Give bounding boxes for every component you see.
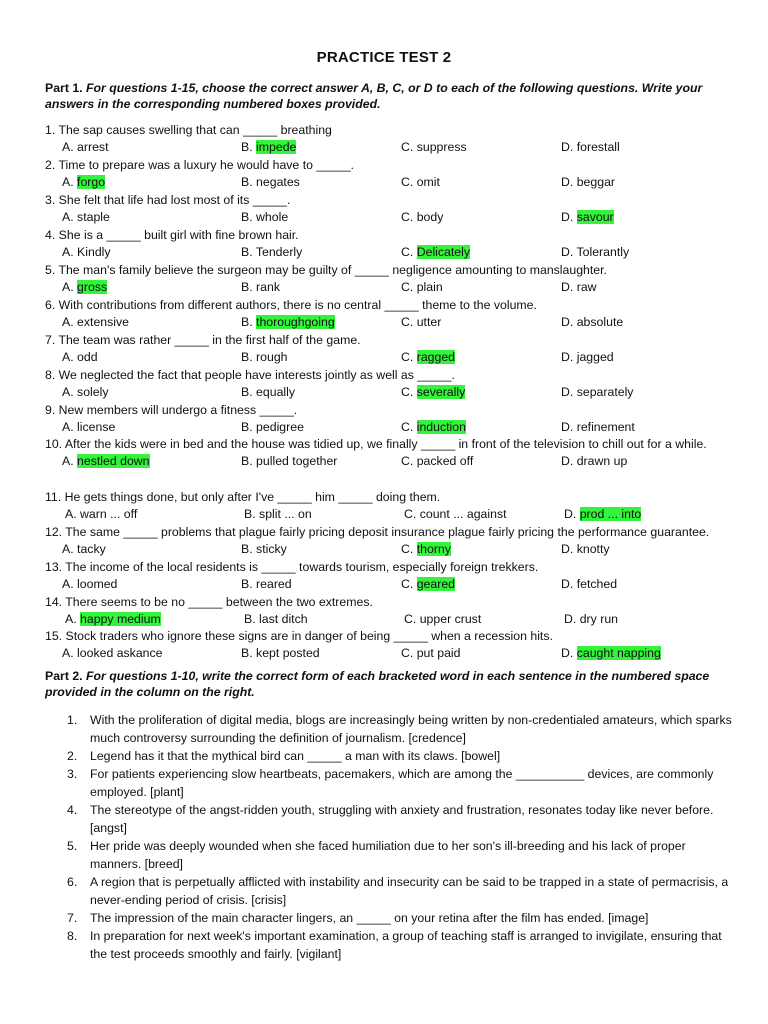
answer-options bbox=[45, 541, 735, 558]
highlighted-answer: nestled down bbox=[77, 454, 150, 468]
item-text: The impression of the main character lingers, an _____ on your retina after the film has ended. [image] bbox=[90, 911, 649, 925]
answer-options bbox=[45, 419, 735, 436]
option-b bbox=[241, 645, 320, 662]
question-stem: 4. She is a _____ built girl with fine brown hair. bbox=[45, 228, 299, 242]
option-text: fetched bbox=[576, 577, 618, 591]
option-text: loomed bbox=[77, 577, 118, 591]
option-b bbox=[241, 349, 288, 366]
option-c bbox=[401, 541, 451, 558]
option-letter: D. bbox=[561, 420, 577, 434]
part2-heading bbox=[45, 668, 725, 700]
answer-options bbox=[45, 244, 735, 261]
item-text: The stereotype of the angst-ridden youth, struggling with anxiety and frustration, resonates today like never before. [angst] bbox=[90, 803, 714, 835]
option-letter: A. bbox=[62, 280, 78, 294]
option-letter: A. bbox=[62, 350, 78, 364]
option-text: negates bbox=[256, 175, 300, 189]
option-a bbox=[62, 541, 106, 558]
option-letter: A. bbox=[65, 507, 81, 521]
question-9 bbox=[45, 402, 735, 436]
option-letter: D. bbox=[561, 280, 577, 294]
option-text: tacky bbox=[77, 542, 106, 556]
option-letter: C. bbox=[401, 140, 417, 154]
option-d bbox=[561, 645, 661, 662]
item-number: 4. bbox=[67, 803, 78, 817]
option-b bbox=[244, 611, 308, 628]
highlighted-answer: thorny bbox=[416, 542, 451, 556]
question-stem: 7. The team was rather _____ in the first half of the game. bbox=[45, 333, 361, 347]
highlighted-answer: thoroughgoing bbox=[256, 315, 335, 329]
option-letter: C. bbox=[404, 612, 420, 626]
option-letter: B. bbox=[241, 577, 257, 591]
option-letter: D. bbox=[561, 175, 577, 189]
option-a bbox=[62, 349, 98, 366]
option-letter: B. bbox=[241, 454, 257, 468]
highlighted-answer: prod ... into bbox=[579, 507, 642, 521]
option-d bbox=[561, 314, 623, 331]
option-text: utter bbox=[416, 315, 442, 329]
option-b bbox=[241, 139, 296, 156]
question-11 bbox=[45, 489, 735, 523]
option-a bbox=[62, 209, 110, 226]
option-letter: C. bbox=[401, 350, 417, 364]
part2-item bbox=[45, 711, 735, 747]
option-b bbox=[241, 209, 288, 226]
option-c bbox=[401, 314, 441, 331]
option-d bbox=[561, 384, 633, 401]
option-d bbox=[561, 576, 617, 593]
option-b bbox=[241, 174, 300, 191]
item-number: 3. bbox=[67, 767, 78, 781]
option-text: odd bbox=[77, 350, 98, 364]
question-7 bbox=[45, 332, 735, 366]
option-a bbox=[62, 174, 105, 191]
highlighted-answer: Delicately bbox=[416, 245, 471, 259]
option-text: rough bbox=[256, 350, 288, 364]
answer-options bbox=[45, 576, 735, 593]
option-letter: C. bbox=[401, 245, 417, 259]
option-letter: B. bbox=[241, 420, 257, 434]
question-1 bbox=[45, 122, 735, 156]
option-letter: C. bbox=[401, 175, 417, 189]
option-text: absolute bbox=[576, 315, 624, 329]
option-text: arrest bbox=[77, 140, 109, 154]
highlighted-answer: geared bbox=[416, 577, 456, 591]
option-text: dry run bbox=[579, 612, 618, 626]
answer-options bbox=[45, 506, 735, 523]
part1-instruction: For questions 1-15, choose the correct answer A, B, C, or D to each of the following questions. Write your answers in the corresponding numbered boxes provided. bbox=[45, 81, 703, 111]
answer-options bbox=[45, 349, 735, 366]
option-text: body bbox=[416, 210, 444, 224]
option-text: upper crust bbox=[419, 612, 482, 626]
option-text: looked askance bbox=[77, 646, 163, 660]
highlighted-answer: savour bbox=[576, 210, 614, 224]
option-d bbox=[561, 419, 635, 436]
option-c bbox=[401, 453, 473, 470]
option-text: put paid bbox=[416, 646, 461, 660]
option-letter: C. bbox=[401, 454, 417, 468]
option-letter: B. bbox=[241, 315, 257, 329]
option-letter: C. bbox=[401, 420, 417, 434]
part1-heading bbox=[45, 80, 725, 112]
option-letter: D. bbox=[561, 454, 577, 468]
option-c bbox=[401, 645, 460, 662]
part2-item bbox=[45, 801, 735, 837]
option-text: raw bbox=[576, 280, 597, 294]
question-8 bbox=[45, 367, 735, 401]
option-letter: B. bbox=[241, 140, 257, 154]
option-c bbox=[401, 209, 443, 226]
question-stem: 14. There seems to be no _____ between the two extremes. bbox=[45, 595, 373, 609]
option-letter: A. bbox=[62, 315, 78, 329]
option-letter: A. bbox=[62, 140, 78, 154]
option-d bbox=[564, 506, 641, 523]
option-letter: A. bbox=[62, 542, 78, 556]
option-text: suppress bbox=[416, 140, 467, 154]
option-text: knotty bbox=[576, 542, 610, 556]
option-text: extensive bbox=[77, 315, 129, 329]
answer-options bbox=[45, 384, 735, 401]
option-letter: B. bbox=[241, 280, 257, 294]
option-letter: A. bbox=[62, 577, 78, 591]
answer-options bbox=[45, 279, 735, 296]
option-text: staple bbox=[77, 210, 110, 224]
question-stem: 9. New members will undergo a fitness _____. bbox=[45, 403, 298, 417]
option-d bbox=[561, 244, 629, 261]
part2-item bbox=[45, 747, 735, 765]
option-letter: C. bbox=[401, 210, 417, 224]
item-number: 1. bbox=[67, 713, 78, 727]
question-5 bbox=[45, 262, 735, 296]
option-a bbox=[62, 314, 129, 331]
option-a bbox=[62, 244, 111, 261]
option-text: equally bbox=[256, 385, 296, 399]
question-10 bbox=[45, 436, 735, 470]
option-letter: C. bbox=[401, 385, 417, 399]
answer-options bbox=[45, 314, 735, 331]
option-d bbox=[561, 174, 615, 191]
option-c bbox=[404, 506, 507, 523]
option-c bbox=[404, 611, 481, 628]
option-c bbox=[401, 174, 440, 191]
option-letter: A. bbox=[62, 646, 78, 660]
answer-options bbox=[45, 139, 735, 156]
option-d bbox=[561, 453, 627, 470]
option-d bbox=[564, 611, 618, 628]
option-text: forestall bbox=[576, 140, 620, 154]
option-b bbox=[241, 314, 335, 331]
option-text: omit bbox=[416, 175, 440, 189]
option-b bbox=[241, 279, 280, 296]
option-c bbox=[401, 576, 455, 593]
question-stem: 13. The income of the local residents is _____ towards tourism, especially foreign trekkers. bbox=[45, 560, 539, 574]
question-stem: 11. He gets things done, but only after I've _____ him _____ doing them. bbox=[45, 490, 441, 504]
option-letter: B. bbox=[241, 646, 257, 660]
question-15 bbox=[45, 628, 735, 662]
option-a bbox=[65, 506, 137, 523]
option-text: refinement bbox=[576, 420, 635, 434]
part2-list bbox=[45, 711, 735, 963]
option-c bbox=[401, 419, 466, 436]
part2-item bbox=[45, 927, 735, 963]
item-text: A region that is perpetually afflicted with instability and insecurity can be said to be trapped in a state of permacrisis, a never-ending period of crisis. [crisis] bbox=[90, 875, 729, 907]
highlighted-answer: gross bbox=[77, 280, 108, 294]
option-text: whole bbox=[256, 210, 289, 224]
option-text: pedigree bbox=[256, 420, 304, 434]
option-letter: D. bbox=[561, 210, 577, 224]
option-text: last ditch bbox=[259, 612, 308, 626]
question-6 bbox=[45, 297, 735, 331]
question-13 bbox=[45, 559, 735, 593]
option-a bbox=[65, 611, 161, 628]
option-b bbox=[241, 576, 292, 593]
part2-item bbox=[45, 837, 735, 873]
question-3 bbox=[45, 192, 735, 226]
option-text: separately bbox=[576, 385, 634, 399]
option-letter: A. bbox=[62, 175, 78, 189]
option-letter: B. bbox=[241, 542, 257, 556]
option-letter: D. bbox=[561, 315, 577, 329]
question-stem: 3. She felt that life had lost most of its _____. bbox=[45, 193, 291, 207]
item-text: Her pride was deeply wounded when she faced humiliation due to her son's ill-breeding and his lack of proper manners. [breed] bbox=[90, 839, 686, 871]
highlighted-answer: induction bbox=[416, 420, 466, 434]
option-c bbox=[401, 279, 443, 296]
item-number: 8. bbox=[67, 929, 78, 943]
option-letter: D. bbox=[564, 507, 580, 521]
option-letter: B. bbox=[244, 507, 260, 521]
option-letter: C. bbox=[401, 646, 417, 660]
item-text: Legend has it that the mythical bird can _____ a man with its claws. [bowel] bbox=[90, 749, 501, 763]
option-letter: D. bbox=[561, 140, 577, 154]
option-text: drawn up bbox=[576, 454, 628, 468]
part2-item bbox=[45, 873, 735, 909]
option-letter: D. bbox=[561, 245, 577, 259]
option-letter: D. bbox=[561, 646, 577, 660]
answer-options bbox=[45, 174, 735, 191]
option-text: split ... on bbox=[259, 507, 312, 521]
item-text: For patients experiencing slow heartbeats, pacemakers, which are among the __________ devices, are commonly employed. [plant] bbox=[90, 767, 714, 799]
option-letter: C. bbox=[401, 315, 417, 329]
option-b bbox=[241, 419, 304, 436]
answer-options bbox=[45, 645, 735, 662]
option-text: reared bbox=[256, 577, 292, 591]
option-text: solely bbox=[77, 385, 109, 399]
option-d bbox=[561, 279, 597, 296]
option-b bbox=[241, 453, 337, 470]
question-stem: 1. The sap causes swelling that can _____ breathing bbox=[45, 123, 332, 137]
answer-options bbox=[45, 209, 735, 226]
item-number: 5. bbox=[67, 839, 78, 853]
highlighted-answer: forgo bbox=[77, 175, 106, 189]
item-number: 7. bbox=[67, 911, 78, 925]
option-letter: A. bbox=[65, 612, 81, 626]
option-a bbox=[62, 419, 115, 436]
option-text: Kindly bbox=[77, 245, 111, 259]
question-12 bbox=[45, 524, 735, 558]
option-b bbox=[241, 541, 287, 558]
question-14 bbox=[45, 594, 735, 628]
part2-item bbox=[45, 765, 735, 801]
option-letter: C. bbox=[401, 280, 417, 294]
option-letter: A. bbox=[62, 454, 78, 468]
option-text: sticky bbox=[256, 542, 287, 556]
item-text: With the proliferation of digital media, blogs are increasingly being written by non-credentialed amateurs, which sparks much controversy surrounding the definition of journalism. [credence] bbox=[90, 713, 732, 745]
option-text: packed off bbox=[416, 454, 474, 468]
option-letter: B. bbox=[241, 245, 256, 259]
option-c bbox=[401, 384, 465, 401]
part1-lead: Part 1. bbox=[45, 81, 83, 95]
question-stem: 10. After the kids were in bed and the house was tidied up, we finally _____ in front of the television to chill out for a while. bbox=[45, 437, 707, 451]
option-letter: D. bbox=[561, 385, 577, 399]
option-letter: D. bbox=[564, 612, 580, 626]
option-letter: C. bbox=[401, 542, 417, 556]
option-letter: A. bbox=[62, 420, 78, 434]
option-letter: D. bbox=[561, 350, 577, 364]
part2-lead: Part 2. bbox=[45, 669, 83, 683]
option-c bbox=[401, 139, 467, 156]
part2-item bbox=[45, 909, 735, 927]
highlighted-answer: impede bbox=[256, 140, 297, 154]
option-letter: A. bbox=[62, 385, 78, 399]
option-a bbox=[62, 279, 107, 296]
option-a bbox=[62, 576, 117, 593]
option-text: Tenderly bbox=[255, 245, 303, 259]
question-4 bbox=[45, 227, 735, 261]
option-text: pulled together bbox=[256, 454, 338, 468]
option-a bbox=[62, 384, 109, 401]
option-text: kept posted bbox=[256, 646, 320, 660]
highlighted-answer: ragged bbox=[416, 350, 456, 364]
option-a bbox=[62, 645, 163, 662]
option-letter: C. bbox=[404, 507, 420, 521]
option-letter: B. bbox=[241, 210, 257, 224]
option-text: Tolerantly bbox=[576, 245, 630, 259]
option-b bbox=[241, 384, 295, 401]
page-title: PRACTICE TEST 2 bbox=[316, 49, 452, 66]
option-letter: D. bbox=[561, 542, 577, 556]
option-letter: A. bbox=[62, 245, 78, 259]
option-letter: B. bbox=[241, 175, 257, 189]
option-text: plain bbox=[416, 280, 443, 294]
highlighted-answer: caught napping bbox=[576, 646, 661, 660]
option-letter: D. bbox=[561, 577, 577, 591]
option-text: count ... against bbox=[419, 507, 507, 521]
option-d bbox=[561, 541, 610, 558]
item-number: 2. bbox=[67, 749, 78, 763]
answer-options bbox=[45, 611, 735, 628]
option-letter: B. bbox=[244, 612, 260, 626]
option-d bbox=[561, 349, 614, 366]
option-text: beggar bbox=[576, 175, 616, 189]
question-stem: 8. We neglected the fact that people have interests jointly as well as _____. bbox=[45, 368, 455, 382]
part2-instruction: For questions 1-10, write the correct form of each bracketed word in each sentence in the numbered space provided in the column on the right. bbox=[45, 669, 710, 699]
highlighted-answer: severally bbox=[416, 385, 466, 399]
option-d bbox=[561, 209, 614, 226]
option-b bbox=[241, 244, 302, 261]
option-text: jagged bbox=[576, 350, 614, 364]
option-letter: C. bbox=[401, 577, 417, 591]
question-stem: 6. With contributions from different authors, there is no central _____ theme to the volume. bbox=[45, 298, 537, 312]
answer-options bbox=[45, 453, 735, 470]
question-stem: 2. Time to prepare was a luxury he would have to _____. bbox=[45, 158, 354, 172]
option-text: warn ... off bbox=[80, 507, 138, 521]
option-a bbox=[62, 139, 108, 156]
option-text: license bbox=[77, 420, 116, 434]
question-stem: 15. Stock traders who ignore these signs are in danger of being _____ when a recession hits. bbox=[45, 629, 553, 643]
option-letter: A. bbox=[62, 210, 78, 224]
highlighted-answer: happy medium bbox=[80, 612, 161, 626]
option-letter: B. bbox=[241, 385, 257, 399]
item-number: 6. bbox=[67, 875, 78, 889]
question-stem: 5. The man's family believe the surgeon may be guilty of _____ negligence amounting to manslaughter. bbox=[45, 263, 607, 277]
option-c bbox=[401, 349, 455, 366]
option-letter: B. bbox=[241, 350, 257, 364]
option-a bbox=[62, 453, 150, 470]
question-stem: 12. The same _____ problems that plague fairly pricing deposit insurance plague fairly pricing the performance guarantee. bbox=[45, 525, 710, 539]
option-d bbox=[561, 139, 620, 156]
question-2 bbox=[45, 157, 735, 191]
option-c bbox=[401, 244, 470, 261]
option-b bbox=[244, 506, 312, 523]
item-text: In preparation for next week's important examination, a group of teaching staff is arranged to invigilate, ensuring that the test proceeds smoothly and fairly. [vigilant] bbox=[90, 929, 722, 961]
option-text: rank bbox=[256, 280, 280, 294]
